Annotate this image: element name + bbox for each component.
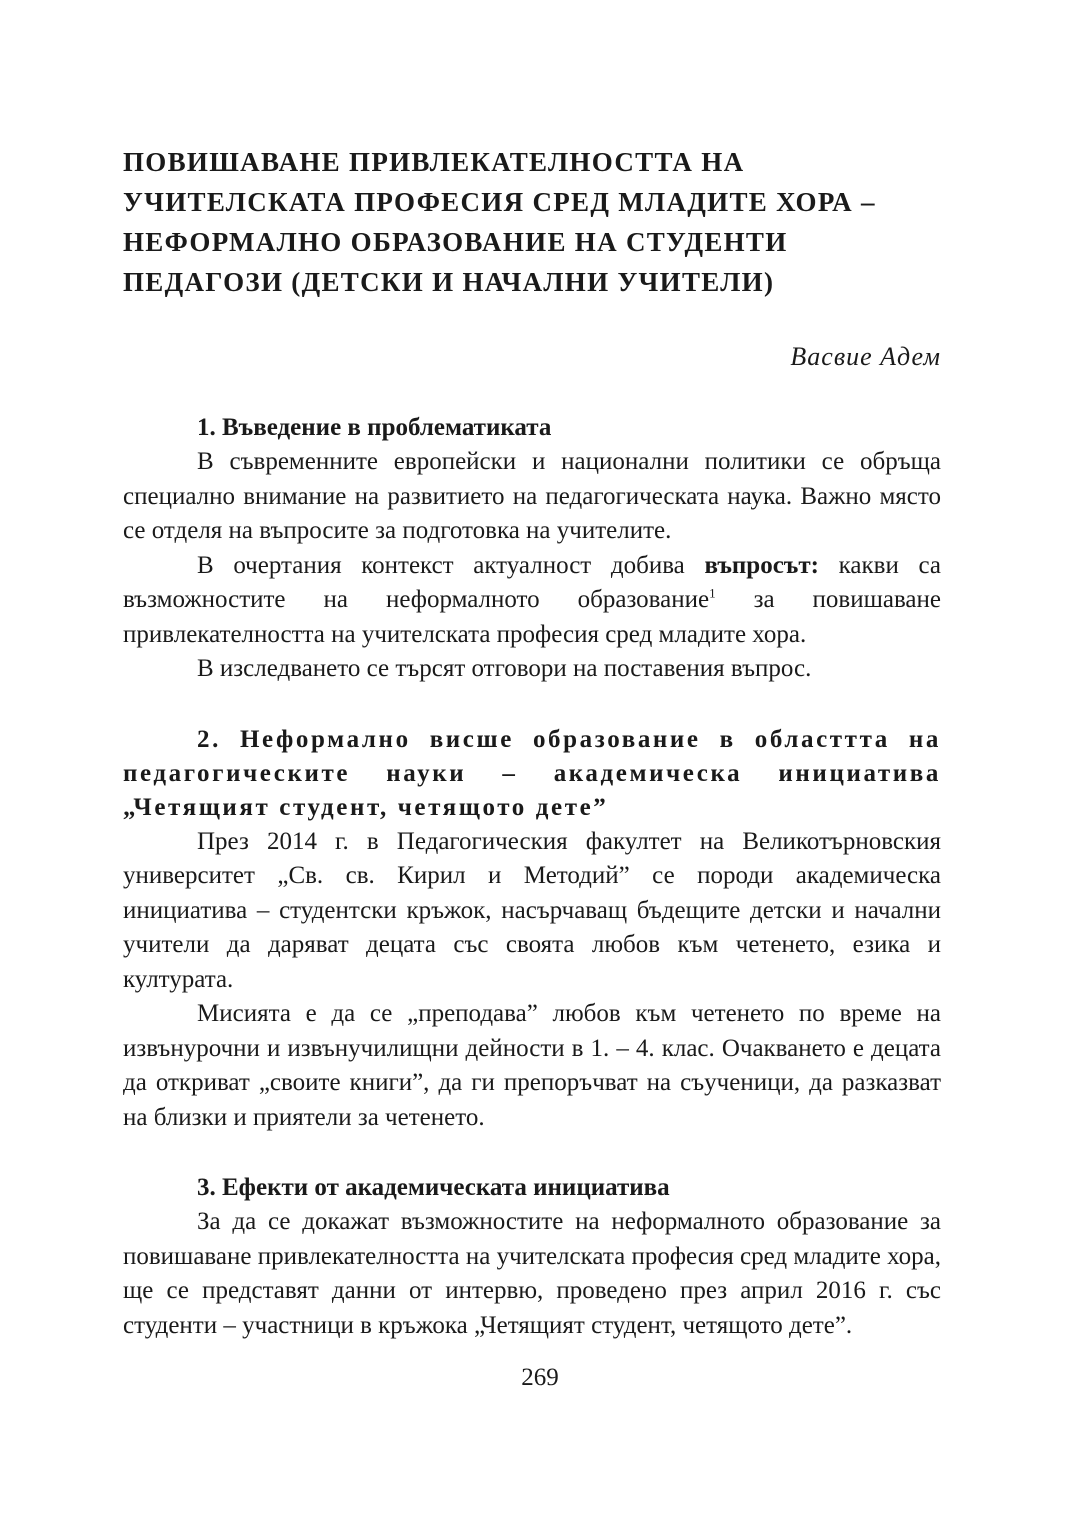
section-nonformal-education (123, 723, 941, 1136)
paragraph: През 2014 г. в Педагогическия факултет на Великотърновския университет „Св. св. Кирил и Методий” се породи академическа инициатива – студентски кръжок, насърчаващ бъдещите детски и начални учители да даряват децата със своята любов към четенето, езика и културата. (123, 827, 941, 993)
title-line: ПОВИШАВАНЕ ПРИВЛЕКАТЕЛНОСТТА НА (123, 147, 745, 177)
section-heading: 3. Ефекти от академическата инициатива (197, 1174, 670, 1201)
paragraph: За да се докажат възможностите на неформалното образование за повишаване привлекателността на учителската професия сред младите хора, ще се представят данни от интервю, проведено през април 2016 г. със студенти – участници в кръжока „Четящият студент, четящото дете”. (123, 1208, 941, 1339)
section-effects (123, 1171, 941, 1343)
paragraph: В изследването се търсят отговори на поставения въпрос. (197, 655, 812, 682)
paragraph: В очертания контекст актуалност добива въпросът: какви са възможностите на неформалното образование$^1$ за повишаване привлекателността на учителската професия сред младите хора. (123, 551, 941, 648)
emphasis: въпросът: (704, 551, 819, 579)
paragraph: Мисията е да се „преподава” любов към четенето по време на извънурочни и извънучилищни дейности в 1. – 4. клас. Очакването е децата да откриват „своите книги”, да ги препоръчват на съученици, да разказват на близки и приятели за четенето. (123, 1000, 941, 1131)
section-introduction (123, 411, 941, 687)
title-line: ПЕДАГОЗИ (ДЕТСКИ И НАЧАЛНИ УЧИТЕЛИ) (123, 267, 775, 297)
title-line: УЧИТЕЛСКАТА ПРОФЕСИЯ СРЕД МЛАДИТЕ ХОРА – (123, 187, 876, 217)
author-name: Васвие Адем (790, 342, 941, 371)
footnote-marker[interactable]: 1 (709, 585, 716, 601)
title-line: НЕФОРМАЛНО ОБРАЗОВАНИЕ НА СТУДЕНТИ (123, 227, 788, 257)
page-number: 269 (521, 1364, 559, 1391)
page-content (123, 142, 941, 1343)
section-heading: 1. Въведение в проблематиката (197, 414, 552, 441)
paragraph: В съвременните европейски и национални политики се обръща специално внимание на развитието на педагогическата наука. Важно място се отделя на въпросите за подготовка на учителите. (123, 448, 941, 544)
section-heading: 2. Неформално висше образование в областтта на педагогическите науки – академическа инициатива „Четящият студент, четящото дете” (123, 725, 941, 821)
article-title (123, 142, 941, 302)
